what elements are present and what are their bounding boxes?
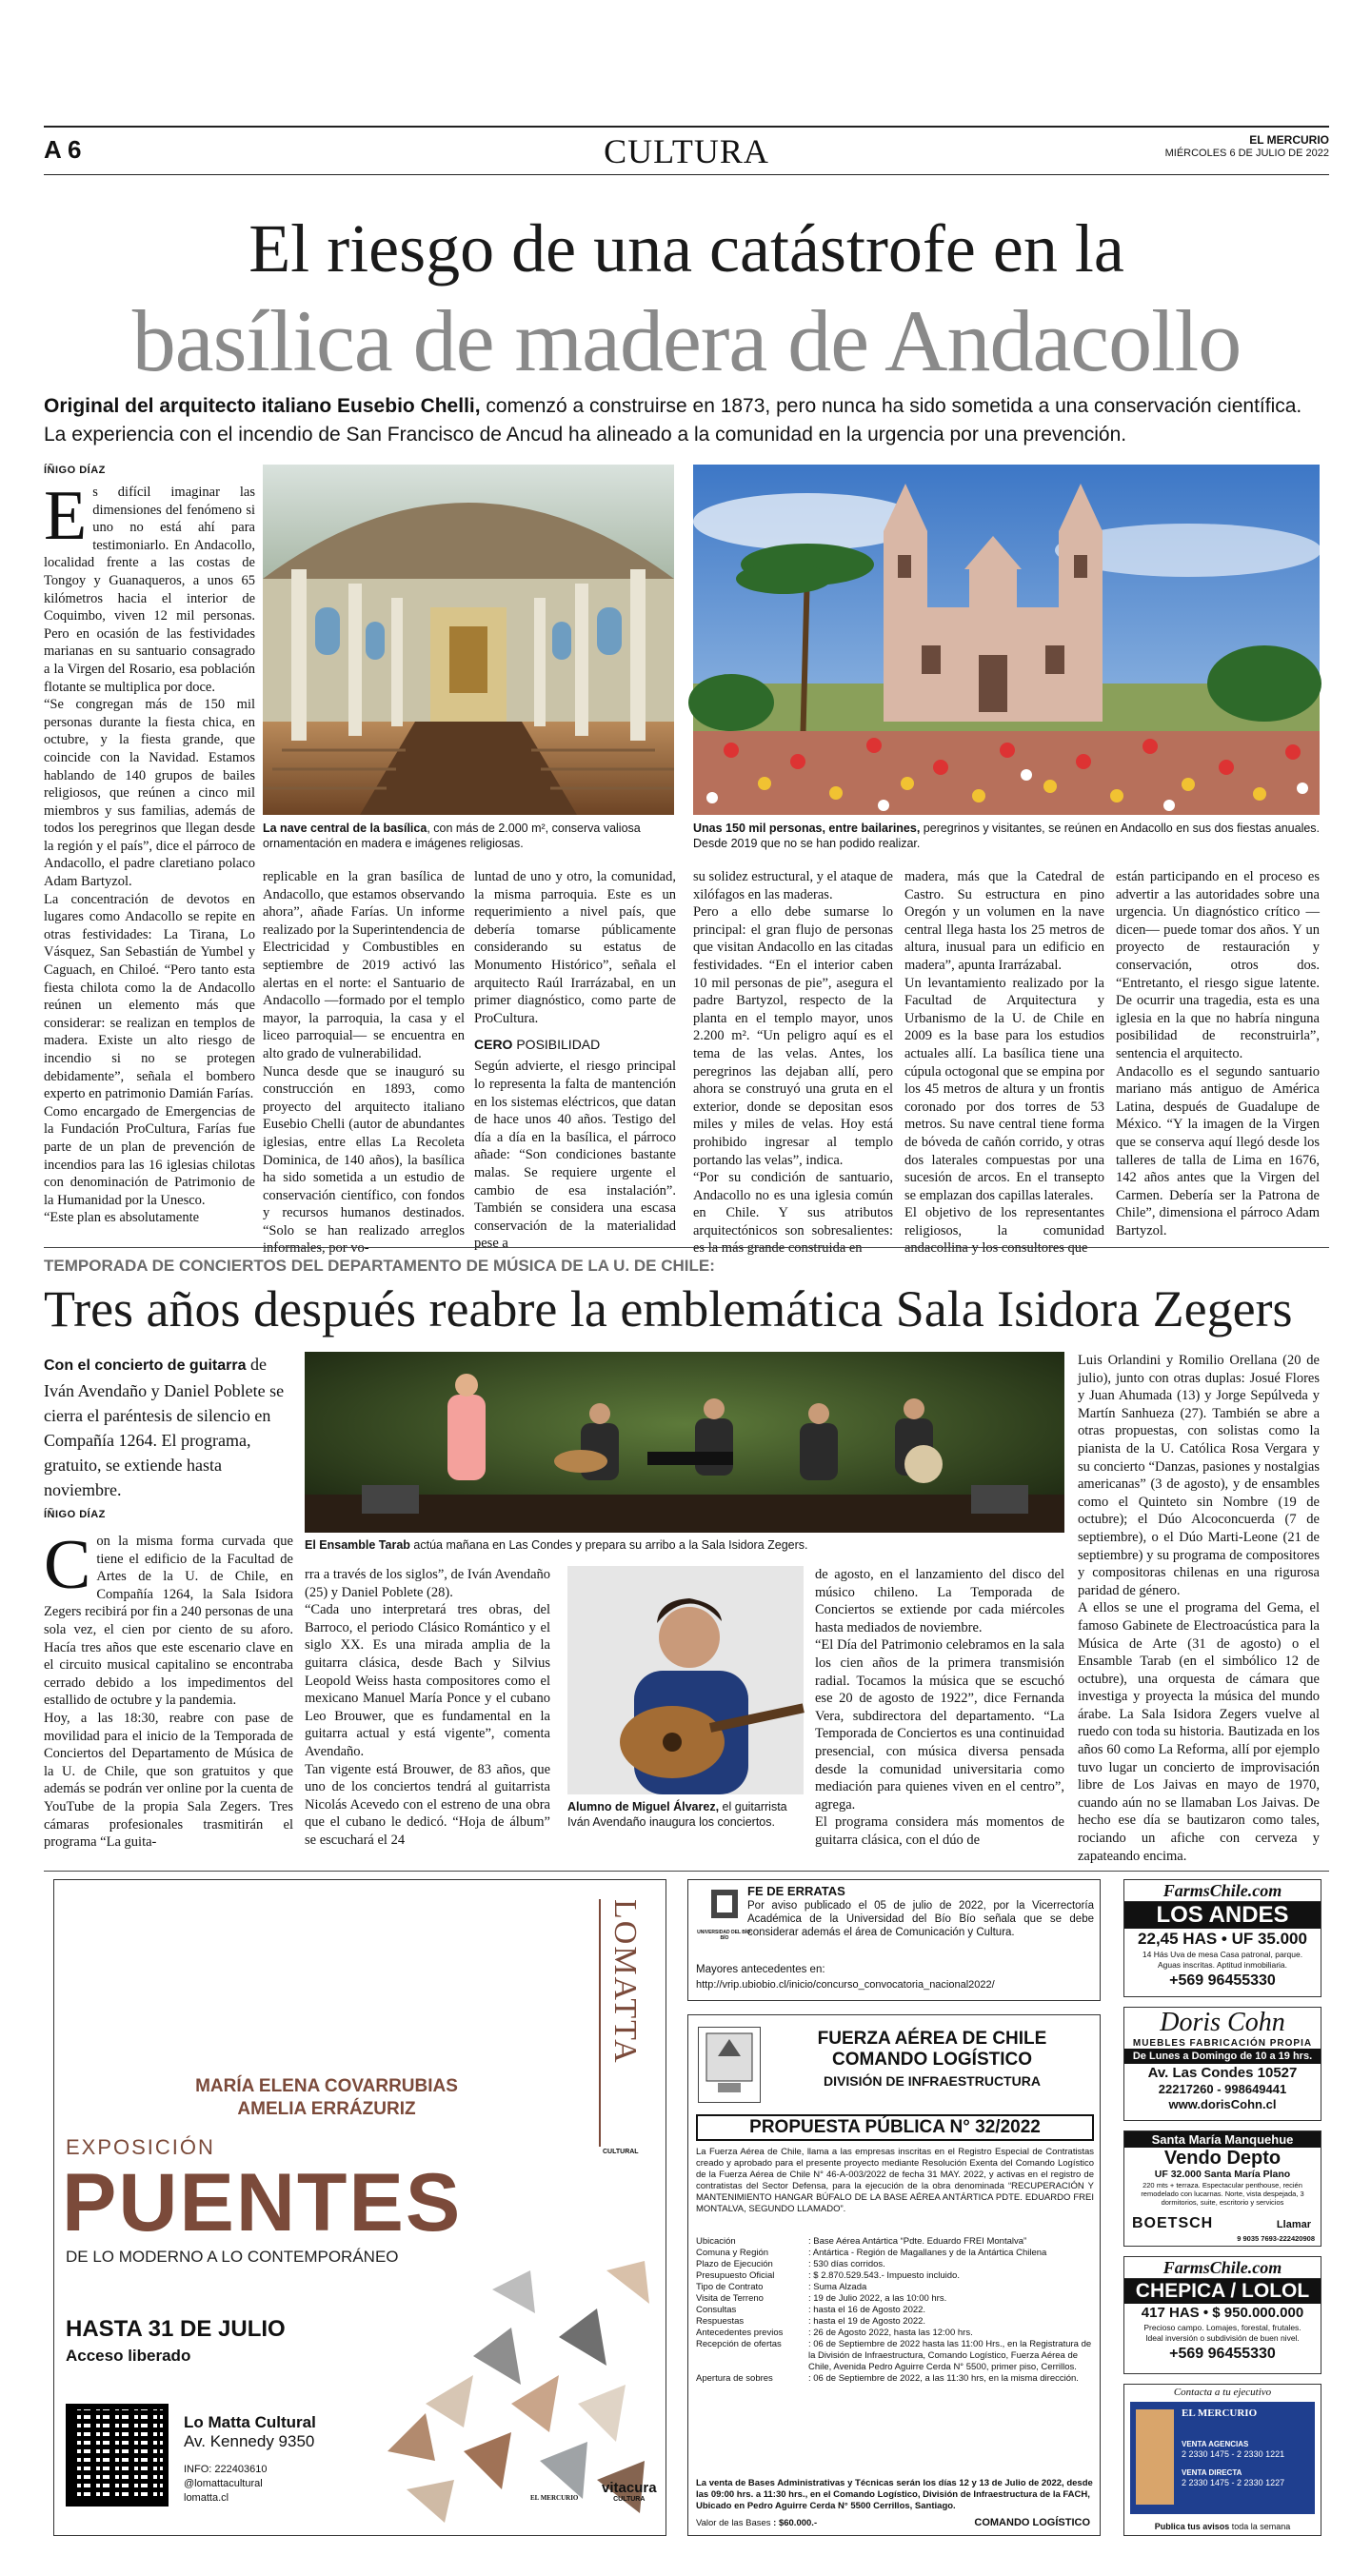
article2-column-1	[44, 1526, 293, 1851]
article2-lede	[44, 1352, 293, 1502]
subheading	[474, 1037, 676, 1052]
article1-column-3	[474, 868, 676, 1252]
detail-value: : 26 de Agosto 2022, hasta las 12:00 hrs.	[808, 2328, 973, 2338]
farms-place: CHEPICA / LOLOL	[1124, 2279, 1321, 2304]
brand-matta: MATTA	[607, 1946, 643, 2065]
university-name: UNIVERSIDAD DEL BÍO-BÍO	[697, 1930, 752, 1941]
mercurio-footer	[1124, 2522, 1321, 2531]
paragraph: Como encargado de Emergencias de la Fundación ProCultura, Farías fue parte de un plan de prevención de incendios para las 16 iglesias chilotas con denominación de Patrimonio de la Humanidad por la Unesco.	[44, 1103, 255, 1208]
caption-lead: Alumno de Miguel Álvarez,	[567, 1800, 720, 1813]
ensemble-illustration	[305, 1352, 1064, 1533]
sponsor-el-mercurio: EL MERCURIO	[530, 2494, 579, 2502]
headline-line2: basílica de madera de Andacollo	[131, 292, 1242, 389]
detail-value: : 06 de Septiembre de 2022 hasta las 11:00 Hrs., en la Registratura de la División de Infraestructura, Comando Logístico, Fuerza Aérea de Chile, Avenida Pedro Aguirre Cerda N° 5500, primer piso, Cerrillos.	[808, 2339, 1092, 2372]
detail-value: : 06 de Septiembre de 2022, a las 11:30 hrs, en la misma dirección.	[808, 2373, 1079, 2384]
proposal-detail-row	[696, 2305, 1094, 2316]
article2-column-2	[305, 1566, 550, 1847]
qr-code-icon[interactable]	[66, 2404, 169, 2507]
dropcap: E	[44, 477, 88, 555]
bases-value-amount: : $60.000.-	[773, 2518, 818, 2528]
caption-lead: El Ensamble Tarab	[305, 1538, 410, 1552]
caption-text: actúa mañana en Las Condes y prepara su arribo a la Sala Isidora Zegers.	[409, 1538, 808, 1552]
caption-text: peregrinos y visitantes, se reúnen en Andacollo en sus dos fiestas anuales. Desde 2019 que no se han podido realizar.	[693, 822, 1321, 850]
proposal-detail-row	[696, 2339, 1094, 2373]
sm-call: Llamar	[1276, 2219, 1311, 2230]
interior-illustration	[263, 465, 674, 815]
sm-title: Santa María Manquehue	[1124, 2131, 1321, 2148]
detail-value: : Antártica - Región de Magallanes y de la Antártica Chilena	[808, 2248, 1047, 2258]
lede-text: de Iván Avendaño y Daniel Poblete se cierra el paréntesis de silencio en Compañía 1264. El programa, gratuito, se extiende hasta noviembre.	[44, 1355, 285, 1499]
proposal-detail-row	[696, 2270, 1094, 2282]
caption-lead: Unas 150 mil personas, entre bailarines,	[693, 822, 921, 835]
article1-column-1	[44, 477, 255, 1226]
erratas-more-label: Mayores antecedentes en:	[696, 1964, 825, 1975]
caption-text: , con más de 2.000 m², conserva valiosa ornamentación en madera e imágenes religiosas.	[263, 822, 641, 850]
caption-lead: La nave central de la basílica	[263, 822, 427, 835]
top-rule	[44, 126, 1329, 128]
proposal-detail-row	[696, 2236, 1094, 2248]
doris-logo: Doris Cohn	[1160, 2008, 1285, 2037]
brand-vertical	[599, 1899, 646, 2155]
proposal-intro: La Fuerza Aérea de Chile, llama a las empresas inscritas en el Registro Especial de Contratistas creado y aprobado para el presente proyecto mediante Resolución Exenta del Comando Logístico de la Fuerza Aérea de Chile N° 46-A-003/2022 de fecha 31 MAY. 2022, y activas en el registro de contratistas del Sector Defensa, para la ejecución de la obra denominada “RECUPERACIÓN Y MANTENIMIENTO HANGAR BÚFALO DE LA BASE AÉREA ANTÁRTICA PDTE. EDUARDO FREI MONTALVA, SEGUNDO LLAMADO”.	[696, 2147, 1094, 2214]
sm-price: UF 32.000 Santa María Plano	[1154, 2169, 1291, 2180]
paragraph: replicable en la gran basílica de Andacollo, que estamos observando ahora”, añade Farías. Un informe realizado por la Superintendencia de Electricidad y Combustibles en septiembre de 2019 activó las alertas en el norte: el Santuario de Andacollo —formado por el templo mayor, la parroquia, la casa y el liceo parroquial— se encuentra en alto grado de vulnerabilidad. Nunca desde que se inauguró su construcción en 1893, como proyecto del arquitecto italiano Eusebio Chelli (autor de abundantes iglesias, entre ellas La Recoleta Dominica, de 140 años), la basílica ha sido sometida a un estudio de conservación científico, con fondos y recursos humanos destinados. “Solo se han realizado arreglos informales, por vo-	[263, 869, 465, 1257]
article1-column-6	[1116, 868, 1320, 1238]
fach-line2: COMANDO LOGÍSTICO	[831, 2050, 1033, 2070]
exhibition-access: Acceso liberado	[66, 2347, 191, 2365]
exhibition-subtitle: DE LO MODERNO A LO CONTEMPORÁNEO	[66, 2248, 399, 2266]
detail-label: Comuna y Región	[696, 2248, 769, 2258]
detail-label: Antecedentes previos	[696, 2328, 784, 2338]
signature: COMANDO LOGÍSTICO	[974, 2517, 1090, 2528]
sm-phone[interactable]: 9 9035 7693-222420908	[1237, 2234, 1315, 2243]
exhibition-title: PUENTES	[62, 2157, 463, 2249]
paragraph: Según advierte, el riesgo principal lo representa la falta de mantención en los sistemas eléctricos, que datan de hace unos 40 años. Testigo del día a día en la basílica, el párroco añade: “Son condiciones bastante malas. Se requiere urgente el cambio de esa instalación”. También se considera una escasa conservación de la materialidad pese a	[474, 1059, 676, 1252]
proposal-number: PROPUESTA PÚBLICA N° 32/2022	[696, 2114, 1094, 2141]
university-shield-icon	[705, 1888, 744, 1926]
article2-column-3	[815, 1566, 1064, 1847]
proposal-detail-row	[696, 2282, 1094, 2293]
detail-label: Consultas	[696, 2305, 737, 2315]
fach-heading	[770, 2029, 1094, 2091]
erratas-title: FE DE ERRATAS	[747, 1884, 845, 1898]
subheading-lead: CERO	[474, 1037, 513, 1053]
bases-value-label: Valor de las Bases	[696, 2518, 771, 2528]
agencias-phone[interactable]: 2 2330 1475 - 2 2330 1221	[1182, 2449, 1285, 2459]
farms-place: LOS ANDES	[1124, 1902, 1321, 1929]
article1-column-4	[693, 868, 893, 1257]
sponsor-vitacura	[602, 2480, 657, 2503]
photo-basilica-interior	[263, 465, 674, 815]
dropcap: C	[44, 1526, 91, 1604]
section-divider	[44, 1247, 1329, 1248]
directa-label: VENTA DIRECTA	[1182, 2468, 1242, 2477]
ad-lo-matta	[53, 1879, 666, 2536]
detail-value: : 19 de Julio 2022, a las 10:00 hrs.	[808, 2293, 947, 2304]
artist-2: AMELIA ERRÁZURIZ	[237, 2099, 416, 2119]
sponsor-vitacura-sub: CULTURA	[613, 2496, 646, 2503]
ad-santa-maria-manquehue	[1123, 2130, 1321, 2247]
paragraph: están participando en el proceso es advertir a las autoridades sobre una urgencia. Un diagnóstico crítico —dicen— puede tomar dos años. Y un proyecto de restauración y conservación, otros dos. “Entretanto, el riesgo sigue latente. De ocurrir una tragedia, esta es una iglesia en la que no habría ninguna posibilidad de reconstruirla”, sentencia el arquitecto. Andacollo es el segundo santuario mariano más antiguo de América Latina, después de Guadalupe de México. “Y la imagen de la Virgen que se conserva aquí llegó desde los talleres de talla de Lima en 1676, 142 años antes que la Virgen del Carmen. Debería ser la Patrona de Chile”, dimensiona el párroco Adam Bartyzol.	[1116, 869, 1320, 1238]
ad-doris-cohn	[1123, 2007, 1321, 2121]
page-number: A 6	[44, 135, 82, 164]
paragraph: luntad de uno y otro, la comunidad, la misma parroquia. Este es un requerimiento a nivel país, que debería tomarse públicamente considerando su estatus de Monumento Histórico”, señala el arquitecto Raúl Irarrázabal, en un primer diagnóstico, como parte de ProCultura.	[474, 869, 676, 1026]
proposal-detail-row	[696, 2259, 1094, 2270]
fach-line1: FUERZA AÉREA DE CHILE	[817, 2029, 1047, 2049]
ad-farmschile-los-andes	[1123, 1879, 1321, 1997]
lede-lead: Con el concierto de guitarra	[44, 1357, 247, 1374]
sm-subtitle: Vendo Depto	[1163, 2148, 1282, 2169]
detail-label: Ubicación	[696, 2236, 736, 2247]
detail-value: : hasta el 16 de Agosto 2022.	[808, 2305, 926, 2315]
ad-el-mercurio-contacto	[1123, 2384, 1321, 2536]
person-photo	[1136, 2409, 1174, 2505]
paragraph: de agosto, en el lanzamiento del disco del músico chileno. La Temporada de Conciertos se extiende por cada miércoles hasta mediados de noviembre. “El Día del Patrimonio celebramos en la sala los cien años de la primera transmisión radial. Tocamos la música que se escuchó ese 20 de agosto de 1922”, dice Fernanda Vera, subdirectora del departamento. “La Temporada de Conciertos es una continuidad presencial, con música diversa pensada desde la comunidad universitaria como mediación para quienes viven en el centro”, agrega. El programa considera más momentos de guitarra clásica, con el dúo de	[815, 1567, 1064, 1848]
ad-fe-de-erratas	[687, 1879, 1101, 2001]
sponsor-vitacura-name: vitacura	[602, 2480, 657, 2496]
photo-ensemble-tarab	[305, 1352, 1064, 1533]
artists	[54, 2075, 599, 2121]
photo2-caption	[693, 821, 1320, 851]
doris-tagline: MUEBLES FABRICACIÓN PROPIA	[1132, 2038, 1313, 2049]
venue-contact	[184, 2463, 267, 2506]
proposal-detail-row	[696, 2316, 1094, 2328]
byline: ÍÑIGO DÍAZ	[44, 465, 106, 476]
venue-instagram[interactable]: @lomattacultural	[184, 2478, 263, 2489]
venue-address: Av. Kennedy 9350	[184, 2432, 315, 2450]
contact-heading: Contacta a tu ejecutivo	[1173, 2387, 1272, 2398]
ubb-logo	[694, 1888, 755, 1941]
article2-headline: Tres años después reabre la emblemática Sala Isidora Zegers	[44, 1280, 1293, 1338]
brand-lo: LO	[607, 1899, 643, 1947]
mercurio-brand: EL MERCURIO	[1182, 2408, 1258, 2419]
paragraph: rra a través de los siglos”, de Iván Avendaño (25) y Daniel Poblete (28). “Cada uno interpretará tres obras, del Barroco, el periodo Clásico Romántico y el siglo XX. Es una mirada amplia de la guitarra clásica, desde Bach y Silvius Leopold Weiss hasta compositores como el mexicano Manuel María Ponce y el cubano Leo Brouwer, que es fundamental en la guitarra actual y está vigente”, comenta Avendaño. Tan vigente está Brouwer, de 83 años, que uno de los conciertos tendrá al guitarrista Nicolás Acevedo con el estreno de una obra que el cubano le dedicó. “Hoja de álbum” se escuchará el 24	[305, 1567, 550, 1848]
erratas-body: Por aviso publicado el 05 de julio de 2022, por la Vicerrectoría Académica de la Universidad del Bío Bío señala que se debe considerar además el área de Comunicación y Cultura.	[747, 1900, 1094, 1938]
farms-desc: Precioso campo. Lomajes, forestal, frutales.	[1143, 2323, 1301, 2332]
farms-brand: FarmsChile.com	[1124, 1880, 1321, 1902]
paragraph: su solidez estructural, y el ataque de xilófagos en las maderas. Pero a ello debe sumarse lo principal: el gran flujo de personas que visitan Andacollo en las citadas festividades. “En el interior caben 10 mil personas de pie”, asegura el padre Bartyzol, respecto de la planta en el templo mayor, unos 2.200 m². “Un peligro aquí es el tema de las velas. Antes, los peregrinos las dejaban allí, pero ahora se construyó una gruta en el exterior, donde se depositan esos miles y miles de velas. Hoy está prohibido ingresar al templo portando las velas”, indica. “Por su condición de santuario, Andacollo no es una iglesia común en Chile. Y sus atributos arquitectónicos son sobresalientes: es la más grande construida en	[693, 869, 893, 1257]
doris-address: Av. Las Condes 10527	[1147, 2065, 1298, 2081]
farms-desc: Ideal inversión o subdivisión de buen nivel.	[1145, 2333, 1300, 2343]
ad-fach-propuesta	[687, 2014, 1101, 2536]
bases-value	[696, 2518, 817, 2528]
paragraph: “Este plan es absolutamente	[44, 1210, 200, 1226]
footer-text: toda la semana	[1229, 2522, 1291, 2531]
article2-kicker: TEMPORADA DE CONCIERTOS DEL DEPARTAMENTO DE MÚSICA DE LA U. DE CHILE:	[44, 1257, 715, 1275]
deck-text: comenzó a construirse en 1873, pero nunca ha sido sometida a una conservación científica. La experiencia con el incendio de San Francisco de Ancud ha alineado a la comunidad en la urgencia por una prevención.	[44, 395, 1302, 446]
doris-website[interactable]: www.dorisCohn.cl	[1168, 2097, 1277, 2111]
detail-value: : hasta el 19 de Agosto 2022.	[808, 2316, 926, 2327]
mercurio-panel	[1130, 2402, 1315, 2514]
article2-column-4	[1078, 1352, 1320, 1864]
ensemble-caption	[305, 1537, 1064, 1553]
page-header	[44, 133, 1329, 175]
photo1-caption	[263, 821, 674, 851]
paragraph: La concentración de devotos en lugares como Andacollo se repite en otras festividades: La Tirana, Lo Vásquez, San Sebastián de Yumbel y Caguach, en Chiloé. “Pero tanto esta fiesta chilota como la de Andacollo reúnen un elemento más que considerar: se realizan en templos de madera. Existe un alto riesgo de incendio si no se protegen debidamente”, señala el bombero experto en patrimonio Damián Farías.	[44, 891, 255, 1102]
deck-lead: Original del arquitecto italiano Eusebio Chelli,	[44, 395, 481, 417]
article1-column-5	[904, 868, 1104, 1257]
detail-label: Plazo de Ejecución	[696, 2259, 773, 2269]
masthead	[1165, 133, 1329, 160]
detail-value: : $ 2.870.529.543.- Impuesto incluido.	[808, 2270, 960, 2281]
photo-basilica-exterior	[693, 465, 1320, 815]
caption-text: el guitarrista Iván Avendaño inaugura los conciertos.	[567, 1800, 787, 1829]
venue-name: Lo Matta Cultural	[184, 2413, 316, 2431]
detail-label: Tipo de Contrato	[696, 2282, 764, 2292]
masthead-name: EL MERCURIO	[1249, 133, 1329, 147]
proposal-detail-row	[696, 2328, 1094, 2339]
article1-column-2	[263, 868, 465, 1257]
article-deck	[44, 392, 1329, 449]
paragraph: s difícil imaginar las dimensiones del fenómeno si uno no está ahí para testimoniarlo. En Andacollo, localidad frente a las costas de Tongoy y Guanaqueros, a unos 65 kilómetros hacia el interior de Coquimbo, viven 12 mil personas. Pero en ocasión de las festividades marianas en su santuario consagrado a la Virgen del Rosario, esa población flotante se multiplica por doce.	[44, 485, 255, 695]
detail-value: : 530 días corridos.	[808, 2259, 885, 2269]
detail-label: Respuestas	[696, 2316, 745, 2327]
headline-line1: El riesgo de una catástrofe en la	[248, 210, 1124, 287]
photo-guitarist	[567, 1566, 804, 1794]
farms-desc: Aguas inscritas. Aptitud inmobiliaria.	[1157, 1960, 1288, 1970]
paragraph: “Se congregan más de 150 mil personas durante la fiesta chica, en octubre, y la fiesta grande, que coincide con la Navidad. Estamos hablando de 140 grupos de bailes religiosos, que reúnen a cinco mil miembros y sus familias, además de todos los peregrinos que llegan desde la región y el país”, dice el párroco de Andacollo, el padre claretiano polaco Adam Bartyzol.	[44, 697, 255, 890]
farms-brand: FarmsChile.com	[1124, 2257, 1321, 2279]
ad-farmschile-chepica	[1123, 2256, 1321, 2374]
article2-byline: ÍÑIGO DÍAZ	[44, 1509, 106, 1520]
farms-phone[interactable]: +569 96455330	[1169, 2346, 1276, 2362]
sm-desc: 220 mts + terraza. Espectacular penthouse, recién remodelado con lucarnas. Norte, vista despejada, 3 dormitorios, suite, escritorio y servicios	[1141, 2181, 1304, 2207]
detail-value: : Base Aérea Antártica “Pdte. Eduardo FREI Montalva”	[808, 2236, 1027, 2247]
venue-website[interactable]: lomatta.cl	[184, 2492, 229, 2504]
detail-label: Visita de Terreno	[696, 2293, 764, 2304]
proposal-detail-row	[696, 2293, 1094, 2305]
brand-sub: CULTURAL	[603, 2149, 639, 2155]
section-title: CULTURA	[604, 132, 769, 170]
detail-label: Apertura de sobres	[696, 2373, 773, 2384]
sm-agency: BOETSCH	[1132, 2215, 1214, 2231]
erratas-url[interactable]: http://vrip.ubiobio.cl/inicio/concurso_convocatoria_nacional2022/	[696, 1979, 995, 1991]
detail-label: Recepción de ofertas	[696, 2339, 782, 2349]
proposal-details	[696, 2236, 1094, 2385]
exhibition-dates: HASTA 31 DE JULIO	[66, 2316, 286, 2342]
proposal-detail-row	[696, 2373, 1094, 2385]
footer-lead: Publica tus avisos	[1154, 2522, 1230, 2531]
subheading-text: POSIBILIDAD	[512, 1037, 601, 1053]
venue-phone: INFO: 222403610	[184, 2464, 268, 2475]
artist-1: MARÍA ELENA COVARRUBIAS	[195, 2076, 458, 2096]
agencias-label: VENTA AGENCIAS	[1182, 2440, 1249, 2448]
farms-phone[interactable]: +569 96455330	[1169, 1972, 1276, 1989]
ads-divider	[44, 1871, 1329, 1872]
exterior-illustration	[693, 465, 1320, 815]
fach-crest-icon	[698, 2027, 761, 2103]
doris-hours: De Lunes a Domingo de 10 a 19 hrs.	[1124, 2049, 1321, 2064]
masthead-date: MIÉRCOLES 6 DE JULIO DE 2022	[1164, 148, 1329, 159]
fach-line3: DIVISIÓN DE INFRAESTRUCTURA	[824, 2073, 1041, 2089]
guitarist-illustration	[567, 1566, 804, 1794]
farms-price: 417 HAS • $ 950.000.000	[1141, 2305, 1304, 2321]
paragraph: on la misma forma curvada que tiene el edificio de la Facultad de Artes de la U. de Chile, en Compañía 1264, la Sala Isidora Zegers recibirá por fin a 240 personas de una sola vez, el cien por ciento de su aforo. Hacía tres años que este escenario clave en el circuito musical capitalino se encontraba cerrado debido a los impedimentos del estallido de octubre y la pandemia. Hoy, a las 18:30, reabre con pase de movilidad para el inicio de la Temporada de Conciertos del Departamento de Música de la U. de Chile, que son gratuitos y que además se podrán ver online por la cuenta de YouTube de la propia Sala Zegers. Tres cámaras profesionales trasmitirán el programa “La guita-	[44, 1534, 293, 1851]
proposal-closing: La venta de Bases Administrativas y Técnicas serán los días 12 y 13 de Julio de 2022, desde las 09:00 hrs. a 11:30 hrs., en el Comando Logístico, División de Infraestructura de la FACH, Ubicado en Pedro Aguirre Cerda N° 5500 Cerrillos, Santiago.	[696, 2478, 1093, 2511]
paragraph: madera, más que la Catedral de Castro. Su estructura en pino Oregón y un volumen en la nave central llega hasta los 25 metros de altura, inusual para un edificio en madera”, apunta Irarrázabal. Un levantamiento realizado por la Facultad de Arquitectura y Urbanismo de la U. de Chile en 2009 es la base para los estudios actuales allí. La basílica tiene una cúpula octogonal que se empina por los 45 metros de altura y un frontis coronado por dos torres de 53 metros. Su nave central tiene forma de bóveda de cañón corrido, y otras dos laterales compuestas por una sucesión de arcos. En el transepto se emplazan dos capillas laterales. El objetivo de los representantes religiosos, la comunidad andacollina y los consultores que	[904, 869, 1104, 1257]
paragraph: Luis Orlandini y Romilio Orellana (20 de julio), junto con otras duplas: Josué Flores y Juan Ahumada (13) y Jorge Sepúlveda y Martín Sanhueza (27). También se abre a otras propuestas, con solistas como la pianista de la U. Católica Rosa Vergara y su concierto “Danzas, pasiones y nostalgias americanas” (3 de agosto), y de ensambles como el Quinteto sin Nombre (19 de octubre); el Dúo Alcoconcuerda (7 de septiembre), o el Dúo Marti-Leone (21 de septiembre) y su programa de compositores y compositoras chilenas en una rigurosa paridad de género. A ellos se une el programa del Gema, el famoso Gabinete de Electroacústica para la Música de Arte (31 de agosto) o el Ensamble Tarab (en el simbólico 12 de octubre), una orquesta de cámara que investiga y proyecta la música del mundo árabe. La Sala Isidora Zegers vuelve al ruedo con toda su historia. Bautizada en los años 60 como La Reforma, allí por ejemplo tuvo lugar un concierto de improvisación libre de Los Jaivas en mayo de 1970, cuando aún no se llamaban Los Jaivas. De hecho ese día se bautizaron como tales, rociando un afiche con cerveza y zapateando encima.	[1078, 1353, 1320, 1864]
guitarist-caption	[567, 1799, 804, 1830]
farms-desc: 14 Hás Uva de mesa Casa patronal, parque.	[1142, 1950, 1303, 1959]
detail-value: : Suma Alzada	[808, 2282, 867, 2292]
detail-label: Presupuesto Oficial	[696, 2270, 775, 2281]
doris-phones[interactable]: 22217260 - 998649441	[1158, 2082, 1287, 2096]
exhibition-label: EXPOSICIÓN	[66, 2135, 215, 2159]
proposal-detail-row	[696, 2248, 1094, 2259]
directa-phone[interactable]: 2 2330 1475 - 2 2330 1227	[1182, 2478, 1285, 2487]
farms-price: 22,45 HAS • UF 35.000	[1138, 1930, 1307, 1948]
